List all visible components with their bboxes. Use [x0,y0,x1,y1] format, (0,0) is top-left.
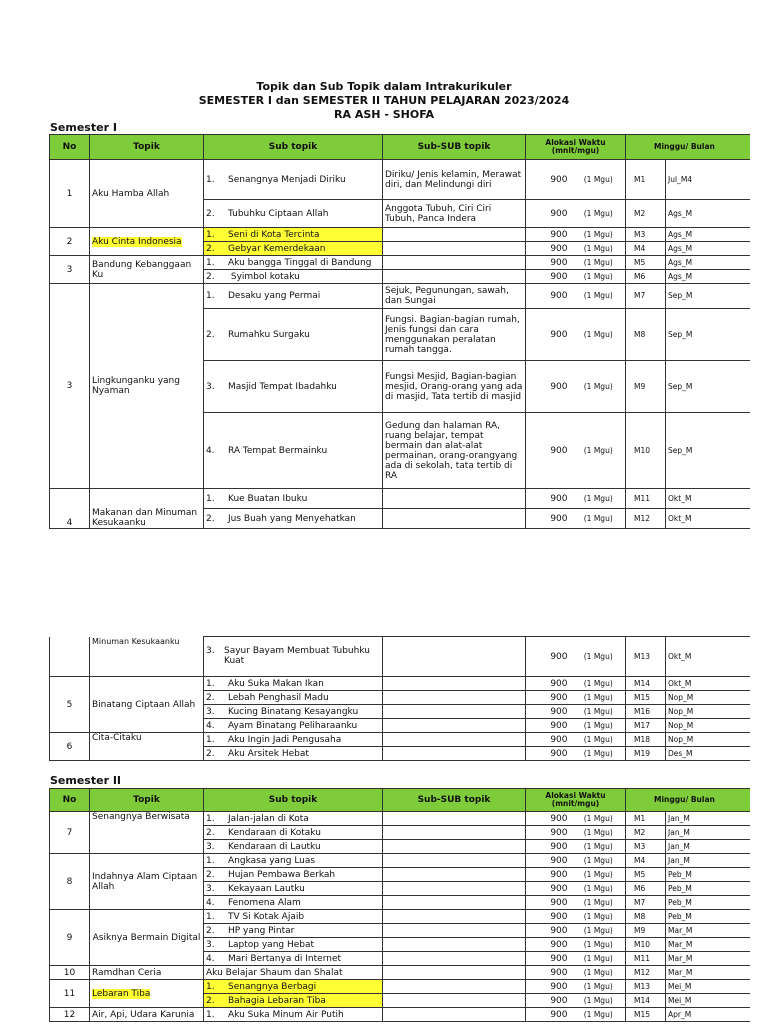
row-sub-sub-topik [383,228,526,242]
row-sub-sub-topik [383,812,526,826]
table-row [50,637,750,677]
row-bulan: Okt_M [666,637,750,677]
row-no: 3 [50,284,90,489]
row-sub-topik: 1. TV Si Kotak Ajaib [204,910,383,924]
row-mgu: (1 Mgu) [572,980,626,994]
row-no: 4 [50,489,90,529]
row-minggu: M7 [626,896,666,910]
table-row [50,812,750,826]
row-sub-topik: 2. Tubuhku Ciptaan Allah [204,200,383,228]
row-sub-topik: 2. Hujan Pembawa Berkah [204,868,383,882]
row-minggu: M2 [626,826,666,840]
row-minggu: M6 [626,882,666,896]
row-bulan: Nop_M [666,733,750,747]
row-sub-topik: 4. Mari Bertanya di Internet [204,952,383,966]
row-mgu: (1 Mgu) [572,854,626,868]
row-bulan: Sep_M [666,413,750,489]
row-minggu: M8 [626,910,666,924]
row-mgu: (1 Mgu) [572,896,626,910]
row-bulan: Sep_M [666,309,750,361]
row-sub-topik: 3. Laptop yang Hebat [204,938,383,952]
row-sub-sub-topik [383,910,526,924]
row-bulan: Ags_M [666,270,750,284]
row-bulan: Peb_M [666,910,750,924]
row-bulan: Sep_M [666,284,750,309]
row-alokasi: 900 [526,228,572,242]
row-minggu: M12 [626,509,666,529]
row-alokasi: 900 [526,677,572,691]
row-alokasi: 900 [526,160,572,200]
header-sub-topik: Sub topik [204,135,383,160]
row-sub-topik: 3. Kucing Binatang Kesayangku [204,705,383,719]
semester-2-table [49,788,750,1022]
row-sub-sub-topik: Anggota Tubuh, Ciri Ciri Tubuh, Panca Indera [383,200,526,228]
row-alokasi: 900 [526,826,572,840]
row-sub-topik: 2. Lebah Penghasil Madu [204,691,383,705]
row-no [50,637,90,677]
row-minggu: M8 [626,309,666,361]
row-sub-topik: 1. Seni di Kota Tercinta [204,228,383,242]
row-minggu: M13 [626,980,666,994]
row-no: 2 [50,228,90,256]
header-sub-topik: Sub topik [204,789,383,812]
row-minggu: M11 [626,489,666,509]
row-sub-topik: 2. Syimbol kotaku [204,270,383,284]
row-bulan: Mar_M [666,966,750,980]
row-bulan: Jan_M [666,826,750,840]
row-topik: Indahnya Alam Ciptaan Allah [90,854,204,910]
row-sub-topik: 4. RA Tempat Bermainku [204,413,383,489]
row-alokasi: 900 [526,840,572,854]
row-sub-sub-topik: Diriku/ Jenis kelamin, Merawat diri, dan Melindungi diri [383,160,526,200]
row-minggu: M12 [626,966,666,980]
row-minggu: M13 [626,637,666,677]
header-no: No [50,789,90,812]
row-bulan: Okt_M [666,509,750,529]
row-no: 12 [50,1008,90,1022]
row-minggu: M4 [626,854,666,868]
row-no: 1 [50,160,90,228]
row-bulan: Nop_M [666,691,750,705]
row-mgu: (1 Mgu) [572,160,626,200]
row-no: 7 [50,812,90,854]
table-row [50,966,750,980]
row-bulan: Ags_M [666,228,750,242]
row-sub-sub-topik [383,924,526,938]
row-sub-sub-topik [383,826,526,840]
row-topik: Bandung Kebanggaan Ku [90,256,204,284]
row-sub-topik: Aku Belajar Shaum dan Shalat [204,966,383,980]
table-row [50,677,750,691]
row-sub-topik: 1. Aku Suka Makan Ikan [204,677,383,691]
row-alokasi: 900 [526,882,572,896]
row-alokasi: 900 [526,242,572,256]
row-sub-topik: 2. Bahagia Lebaran Tiba [204,994,383,1008]
row-alokasi: 900 [526,854,572,868]
row-mgu: (1 Mgu) [572,966,626,980]
row-bulan: Nop_M [666,705,750,719]
row-alokasi: 900 [526,637,572,677]
row-sub-sub-topik [383,868,526,882]
row-bulan: Okt_M [666,489,750,509]
row-mgu: (1 Mgu) [572,1008,626,1022]
header-minggu: Minggu/ Bulan [626,789,750,812]
row-sub-sub-topik [383,747,526,761]
row-alokasi: 900 [526,980,572,994]
row-bulan: Mei_M [666,980,750,994]
row-alokasi: 900 [526,256,572,270]
row-alokasi: 900 [526,361,572,413]
row-sub-sub-topik [383,677,526,691]
row-mgu: (1 Mgu) [572,747,626,761]
row-sub-sub-topik [383,980,526,994]
row-alokasi: 900 [526,509,572,529]
row-alokasi: 900 [526,910,572,924]
row-topik: Cita-Citaku [90,733,204,761]
row-minggu: M1 [626,812,666,826]
row-no: 11 [50,980,90,1008]
table-row [50,284,750,309]
row-sub-topik: 1. Senangnya Menjadi Diriku [204,160,383,200]
row-mgu: (1 Mgu) [572,952,626,966]
row-bulan: Jul_M4 [666,160,750,200]
row-sub-topik: 1. Jalan-jalan di Kota [204,812,383,826]
row-alokasi: 900 [526,938,572,952]
row-alokasi: 900 [526,994,572,1008]
row-mgu: (1 Mgu) [572,309,626,361]
header-alokasi: Alokasi Waktu (mnit/mgu) [526,789,626,812]
row-sub-topik: 2. Rumahku Surgaku [204,309,383,361]
header-alokasi: Alokasi Waktu (mnit/mgu) [526,135,626,160]
table-row [50,980,750,994]
table-row [50,910,750,924]
row-sub-topik: 1. Angkasa yang Luas [204,854,383,868]
row-minggu: M5 [626,868,666,882]
header-topik: Topik [90,789,204,812]
row-sub-sub-topik: Gedung dan halaman RA, ruang belajar, tempat bermain dan alat-alat permainan, orang-orangyang ada di sekolah, tata tertib di RA [383,413,526,489]
row-topik: Senangnya Berwisata [90,812,204,854]
row-topik: Makanan dan Minuman Kesukaanku [90,489,204,529]
row-alokasi: 900 [526,489,572,509]
header-sub-sub-topik: Sub-SUB topik [383,789,526,812]
row-mgu: (1 Mgu) [572,284,626,309]
row-minggu: M9 [626,924,666,938]
row-sub-sub-topik [383,242,526,256]
row-bulan: Apr_M [666,1008,750,1022]
row-no: 3 [50,256,90,284]
row-sub-sub-topik [383,719,526,733]
table-row [50,489,750,509]
row-minggu: M15 [626,1008,666,1022]
semester-1-table-continued [49,636,750,761]
row-sub-topik: 3. Sayur Bayam Membuat Tubuhku Kuat [204,637,383,677]
row-alokasi: 900 [526,200,572,228]
row-sub-sub-topik [383,938,526,952]
row-bulan: Ags_M [666,256,750,270]
row-sub-topik: 1. Aku Ingin Jadi Pengusaha [204,733,383,747]
row-mgu: (1 Mgu) [572,705,626,719]
row-sub-topik: 2. Aku Arsitek Hebat [204,747,383,761]
row-bulan: Peb_M [666,882,750,896]
row-bulan: Mei_M [666,994,750,1008]
row-alokasi: 900 [526,270,572,284]
row-topik: Asiknya Bermain Digital [90,910,204,966]
row-topik: Lingkunganku yang Nyaman [90,284,204,489]
row-sub-sub-topik [383,966,526,980]
row-sub-sub-topik [383,270,526,284]
row-sub-topik: 3. Kekayaan Lautku [204,882,383,896]
row-mgu: (1 Mgu) [572,361,626,413]
row-alokasi: 900 [526,309,572,361]
row-alokasi: 900 [526,952,572,966]
row-mgu: (1 Mgu) [572,733,626,747]
row-bulan: Des_M [666,747,750,761]
row-bulan: Mar_M [666,952,750,966]
row-alokasi: 900 [526,413,572,489]
row-sub-sub-topik [383,896,526,910]
row-mgu: (1 Mgu) [572,242,626,256]
row-bulan: Mar_M [666,924,750,938]
table-row [50,256,750,270]
row-sub-sub-topik: Sejuk, Pegunungan, sawah, dan Sungai [383,284,526,309]
row-alokasi: 900 [526,719,572,733]
row-topik: Aku Cinta Indonesia [90,228,204,256]
row-mgu: (1 Mgu) [572,256,626,270]
semester-1-table [49,134,750,529]
row-sub-sub-topik: Fungsi. Bagian-bagian rumah, Jenis fungsi dan cara menggunakan peralatan rumah tangga. [383,309,526,361]
row-mgu: (1 Mgu) [572,826,626,840]
row-alokasi: 900 [526,691,572,705]
row-sub-sub-topik [383,489,526,509]
row-sub-topik: 1. Kue Buatan Ibuku [204,489,383,509]
row-minggu: M4 [626,242,666,256]
row-bulan: Jan_M [666,854,750,868]
row-alokasi: 900 [526,868,572,882]
row-sub-topik: 1. Senangnya Berbagi [204,980,383,994]
table-row [50,228,750,242]
row-minggu: M2 [626,200,666,228]
row-sub-sub-topik [383,952,526,966]
header-sub-sub-topik: Sub-SUB topik [383,135,526,160]
document-subtitle: SEMESTER I dan SEMESTER II TAHUN PELAJARAN 2023/2024 [198,94,570,107]
row-sub-topik: 2. HP yang Pintar [204,924,383,938]
row-mgu: (1 Mgu) [572,868,626,882]
row-mgu: (1 Mgu) [572,677,626,691]
row-alokasi: 900 [526,1008,572,1022]
row-minggu: M11 [626,952,666,966]
row-sub-topik: 2. Jus Buah yang Menyehatkan [204,509,383,529]
row-mgu: (1 Mgu) [572,994,626,1008]
row-minggu: M1 [626,160,666,200]
row-sub-topik: 1. Desaku yang Permai [204,284,383,309]
row-no: 6 [50,733,90,761]
row-bulan: Peb_M [666,868,750,882]
row-minggu: M7 [626,284,666,309]
row-mgu: (1 Mgu) [572,840,626,854]
row-no: 8 [50,854,90,910]
row-minggu: M3 [626,840,666,854]
row-sub-sub-topik [383,840,526,854]
row-sub-topik: 1. Aku Suka Minum Air Putih [204,1008,383,1022]
row-sub-sub-topik [383,733,526,747]
row-minggu: M5 [626,256,666,270]
row-minggu: M6 [626,270,666,284]
row-mgu: (1 Mgu) [572,719,626,733]
row-bulan: Jan_M [666,840,750,854]
row-bulan: Ags_M [666,200,750,228]
semester-1-label: Semester I [50,121,117,134]
row-mgu: (1 Mgu) [572,228,626,242]
row-mgu: (1 Mgu) [572,509,626,529]
header-minggu: Minggu/ Bulan [626,135,750,160]
row-alokasi: 900 [526,812,572,826]
row-bulan: Peb_M [666,896,750,910]
row-mgu: (1 Mgu) [572,812,626,826]
row-minggu: M18 [626,733,666,747]
row-bulan: Nop_M [666,719,750,733]
row-mgu: (1 Mgu) [572,924,626,938]
row-sub-sub-topik [383,705,526,719]
row-mgu: (1 Mgu) [572,637,626,677]
row-minggu: M10 [626,413,666,489]
row-sub-sub-topik [383,256,526,270]
row-minggu: M3 [626,228,666,242]
page-break [0,530,768,642]
row-topik: Aku Hamba Allah [90,160,204,228]
row-sub-sub-topik [383,994,526,1008]
row-minggu: M14 [626,994,666,1008]
row-bulan: Mar_M [666,938,750,952]
header-topik: Topik [90,135,204,160]
row-mgu: (1 Mgu) [572,413,626,489]
row-bulan: Ags_M [666,242,750,256]
table-row [50,854,750,868]
row-sub-topik: 3. Masjid Tempat Ibadahku [204,361,383,413]
row-mgu: (1 Mgu) [572,270,626,284]
row-minggu: M9 [626,361,666,413]
row-bulan: Jan_M [666,812,750,826]
row-mgu: (1 Mgu) [572,200,626,228]
row-alokasi: 900 [526,284,572,309]
row-sub-topik: 2. Kendaraan di Kotaku [204,826,383,840]
row-alokasi: 900 [526,705,572,719]
table-row [50,733,750,747]
table-header [50,135,750,160]
row-mgu: (1 Mgu) [572,882,626,896]
row-minggu: M10 [626,938,666,952]
row-mgu: (1 Mgu) [572,910,626,924]
row-sub-topik: 2. Gebyar Kemerdekaan [204,242,383,256]
row-sub-sub-topik [383,691,526,705]
row-alokasi: 900 [526,966,572,980]
row-sub-sub-topik: Fungsi Mesjid, Bagian-bagian mesjid, Orang-orang yang ada di masjid, Tata tertib di masjid [383,361,526,413]
row-minggu: M15 [626,691,666,705]
row-sub-sub-topik [383,637,526,677]
table-header [50,789,750,812]
row-topik: Air, Api, Udara Karunia [90,1008,204,1022]
row-topik: Binatang Ciptaan Allah [90,677,204,733]
row-alokasi: 900 [526,924,572,938]
row-mgu: (1 Mgu) [572,691,626,705]
row-bulan: Okt_M [666,677,750,691]
row-no: 5 [50,677,90,733]
row-sub-sub-topik [383,509,526,529]
row-sub-sub-topik [383,882,526,896]
row-no: 10 [50,966,90,980]
row-sub-topik: 3. Kendaraan di Lautku [204,840,383,854]
row-bulan: Sep_M [666,361,750,413]
table-row [50,160,750,200]
row-sub-topik: 4. Fenomena Alam [204,896,383,910]
row-topik: Ramdhan Ceria [90,966,204,980]
table-row [50,1008,750,1022]
row-minggu: M16 [626,705,666,719]
header-no: No [50,135,90,160]
row-topik: Lebaran Tiba [90,980,204,1008]
row-alokasi: 900 [526,747,572,761]
row-sub-topik: 4. Ayam Binatang Peliharaanku [204,719,383,733]
semester-2-label: Semester II [50,774,122,787]
row-no: 9 [50,910,90,966]
row-minggu: M14 [626,677,666,691]
document-title: Topik dan Sub Topik dalam Intrakurikuler [256,80,512,93]
row-mgu: (1 Mgu) [572,489,626,509]
row-sub-sub-topik [383,854,526,868]
row-minggu: M19 [626,747,666,761]
school-name: RA ASH - SHOFA [334,108,434,121]
row-sub-sub-topik [383,1008,526,1022]
row-topik: Minuman Kesukaanku [90,637,204,677]
row-alokasi: 900 [526,896,572,910]
row-sub-topik: 1. Aku bangga Tinggal di Bandung [204,256,383,270]
row-alokasi: 900 [526,733,572,747]
row-minggu: M17 [626,719,666,733]
row-mgu: (1 Mgu) [572,938,626,952]
